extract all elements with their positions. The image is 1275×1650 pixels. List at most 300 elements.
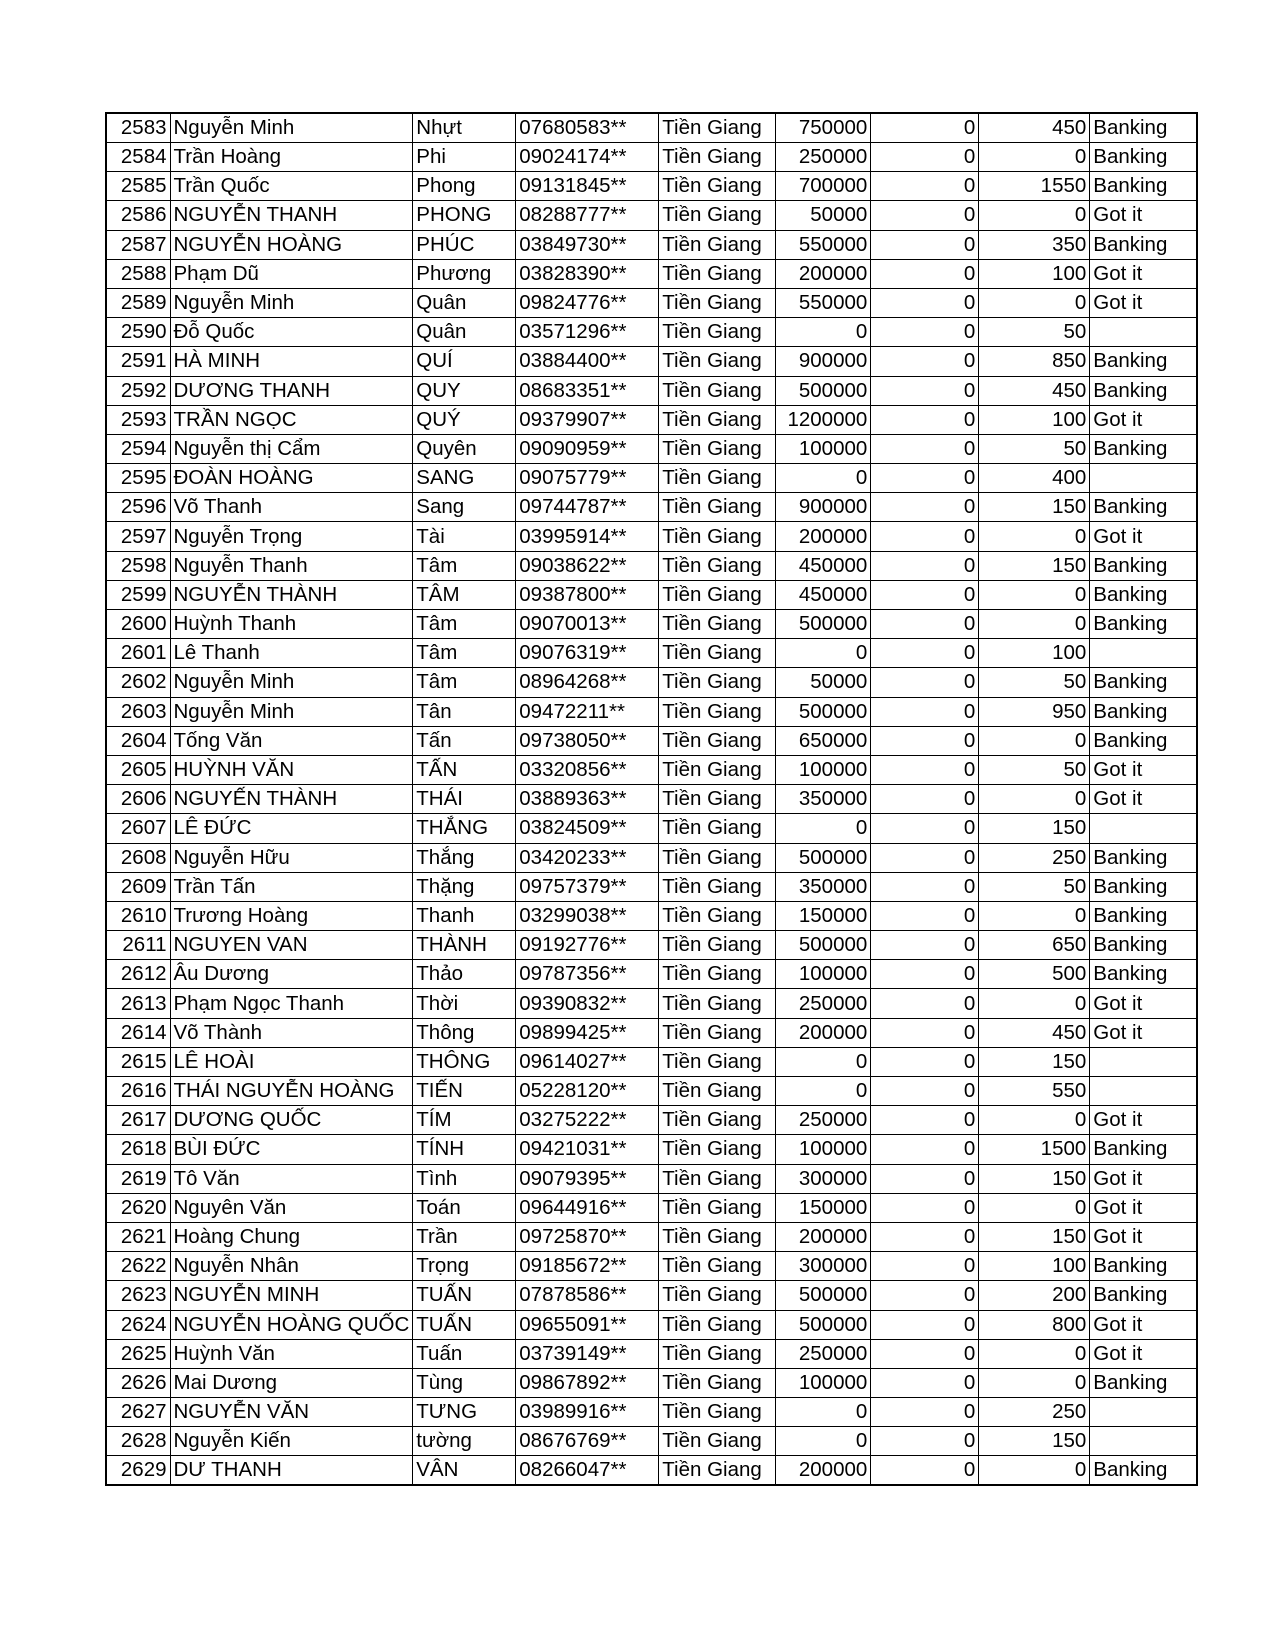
zero-value-cell: 0 [871,1018,979,1047]
amount-cell: 450000 [776,551,871,580]
last-middle-name-cell: Mai Dương [170,1368,413,1397]
amount-cell: 50000 [776,668,871,697]
points-cell: 450 [979,376,1090,405]
points-cell: 850 [979,347,1090,376]
table-row [106,1077,1197,1106]
phone-number-cell: 09899425** [516,1018,659,1047]
row-number-cell: 2607 [106,814,170,843]
amount-cell: 150000 [776,1193,871,1222]
first-name-cell: Tâm [413,668,516,697]
amount-cell: 0 [776,1398,871,1427]
row-number-cell: 2584 [106,143,170,172]
amount-cell: 150000 [776,901,871,930]
payment-method-cell: Banking [1090,931,1197,960]
first-name-cell: THÁI [413,785,516,814]
zero-value-cell: 0 [871,1398,979,1427]
phone-number-cell: 03828390** [516,259,659,288]
first-name-cell: PHONG [413,201,516,230]
first-name-cell: QUY [413,376,516,405]
last-middle-name-cell: NGUYỄN HOÀNG [170,230,413,259]
zero-value-cell: 0 [871,1339,979,1368]
province-cell: Tiền Giang [659,960,776,989]
zero-value-cell: 0 [871,493,979,522]
phone-number-cell: 09076319** [516,639,659,668]
zero-value-cell: 0 [871,580,979,609]
first-name-cell: THÀNH [413,931,516,960]
last-middle-name-cell: HÀ MINH [170,347,413,376]
amount-cell: 0 [776,464,871,493]
province-cell: Tiền Giang [659,1106,776,1135]
payment-method-cell [1090,814,1197,843]
row-number-cell: 2605 [106,755,170,784]
payment-method-cell: Banking [1090,1252,1197,1281]
last-middle-name-cell: Nguyễn Kiến [170,1427,413,1456]
province-cell: Tiền Giang [659,1310,776,1339]
first-name-cell: Quân [413,318,516,347]
points-cell: 150 [979,493,1090,522]
points-cell: 0 [979,580,1090,609]
amount-cell: 0 [776,1077,871,1106]
amount-cell: 250000 [776,989,871,1018]
phone-number-cell: 09024174** [516,143,659,172]
amount-cell: 50000 [776,201,871,230]
zero-value-cell: 0 [871,288,979,317]
row-number-cell: 2610 [106,901,170,930]
table-row [106,1427,1197,1456]
points-cell: 150 [979,1427,1090,1456]
amount-cell: 100000 [776,1368,871,1397]
phone-number-cell: 07680583** [516,113,659,143]
payment-method-cell: Banking [1090,901,1197,930]
first-name-cell: QUÝ [413,405,516,434]
payment-method-cell: Banking [1090,610,1197,639]
amount-cell: 0 [776,1427,871,1456]
table-row [106,872,1197,901]
first-name-cell: Thời [413,989,516,1018]
row-number-cell: 2629 [106,1456,170,1486]
province-cell: Tiền Giang [659,434,776,463]
zero-value-cell: 0 [871,201,979,230]
province-cell: Tiền Giang [659,1339,776,1368]
row-number-cell: 2628 [106,1427,170,1456]
province-cell: Tiền Giang [659,347,776,376]
phone-number-cell: 08266047** [516,1456,659,1486]
province-cell: Tiền Giang [659,726,776,755]
row-number-cell: 2622 [106,1252,170,1281]
payment-method-cell: Banking [1090,143,1197,172]
province-cell: Tiền Giang [659,989,776,1018]
table-row [106,1398,1197,1427]
first-name-cell: Thảo [413,960,516,989]
row-number-cell: 2591 [106,347,170,376]
province-cell: Tiền Giang [659,843,776,872]
row-number-cell: 2593 [106,405,170,434]
payment-method-cell: Got it [1090,1193,1197,1222]
province-cell: Tiền Giang [659,1456,776,1486]
zero-value-cell: 0 [871,434,979,463]
amount-cell: 300000 [776,1164,871,1193]
table-row [106,814,1197,843]
phone-number-cell: 09614027** [516,1047,659,1076]
payment-method-cell: Got it [1090,1164,1197,1193]
first-name-cell: TÍM [413,1106,516,1135]
amount-cell: 200000 [776,259,871,288]
province-cell: Tiền Giang [659,113,776,143]
province-cell: Tiền Giang [659,901,776,930]
phone-number-cell: 03884400** [516,347,659,376]
phone-number-cell: 03824509** [516,814,659,843]
row-number-cell: 2621 [106,1222,170,1251]
points-cell: 0 [979,901,1090,930]
zero-value-cell: 0 [871,347,979,376]
payment-method-cell: Got it [1090,755,1197,784]
province-cell: Tiền Giang [659,259,776,288]
last-middle-name-cell: NGUYEN VAN [170,931,413,960]
amount-cell: 0 [776,639,871,668]
table-row [106,143,1197,172]
last-middle-name-cell: Hoàng Chung [170,1222,413,1251]
table-row [106,1310,1197,1339]
points-cell: 1500 [979,1135,1090,1164]
table-row [106,1456,1197,1486]
phone-number-cell: 09390832** [516,989,659,1018]
payment-method-cell: Got it [1090,1222,1197,1251]
phone-number-cell: 09038622** [516,551,659,580]
amount-cell: 900000 [776,347,871,376]
row-number-cell: 2606 [106,785,170,814]
payment-method-cell: Got it [1090,1018,1197,1047]
points-cell: 400 [979,464,1090,493]
row-number-cell: 2598 [106,551,170,580]
province-cell: Tiền Giang [659,172,776,201]
last-middle-name-cell: Phạm Dũ [170,259,413,288]
payment-method-cell [1090,639,1197,668]
zero-value-cell: 0 [871,901,979,930]
table-row [106,785,1197,814]
first-name-cell: Tâm [413,551,516,580]
last-middle-name-cell: NGUYẾN THÀNH [170,785,413,814]
phone-number-cell: 09079395** [516,1164,659,1193]
points-cell: 250 [979,1398,1090,1427]
last-middle-name-cell: NGUYỄN THÀNH [170,580,413,609]
first-name-cell: TƯNG [413,1398,516,1427]
table-row [106,960,1197,989]
points-cell: 450 [979,113,1090,143]
phone-number-cell: 09867892** [516,1368,659,1397]
points-cell: 0 [979,785,1090,814]
first-name-cell: Tuấn [413,1339,516,1368]
row-number-cell: 2586 [106,201,170,230]
amount-cell: 200000 [776,1018,871,1047]
zero-value-cell: 0 [871,785,979,814]
zero-value-cell: 0 [871,1310,979,1339]
province-cell: Tiền Giang [659,1077,776,1106]
payment-method-cell: Banking [1090,1456,1197,1486]
row-number-cell: 2596 [106,493,170,522]
phone-number-cell: 03989916** [516,1398,659,1427]
points-cell: 0 [979,288,1090,317]
points-cell: 350 [979,230,1090,259]
row-number-cell: 2595 [106,464,170,493]
phone-number-cell: 09131845** [516,172,659,201]
zero-value-cell: 0 [871,113,979,143]
last-middle-name-cell: DƯƠNG THANH [170,376,413,405]
zero-value-cell: 0 [871,551,979,580]
payment-method-cell: Banking [1090,580,1197,609]
table-row [106,580,1197,609]
zero-value-cell: 0 [871,931,979,960]
points-cell: 150 [979,814,1090,843]
last-middle-name-cell: Võ Thanh [170,493,413,522]
first-name-cell: Thông [413,1018,516,1047]
row-number-cell: 2594 [106,434,170,463]
province-cell: Tiền Giang [659,697,776,726]
amount-cell: 0 [776,318,871,347]
amount-cell: 350000 [776,872,871,901]
points-cell: 800 [979,1310,1090,1339]
zero-value-cell: 0 [871,1106,979,1135]
first-name-cell: Trần [413,1222,516,1251]
last-middle-name-cell: Âu Dương [170,960,413,989]
points-cell: 550 [979,1077,1090,1106]
zero-value-cell: 0 [871,1456,979,1486]
province-cell: Tiền Giang [659,872,776,901]
phone-number-cell: 03420233** [516,843,659,872]
table-row [106,259,1197,288]
table-row [106,434,1197,463]
zero-value-cell: 0 [871,464,979,493]
amount-cell: 100000 [776,960,871,989]
first-name-cell: Phong [413,172,516,201]
points-cell: 100 [979,1252,1090,1281]
payment-method-cell: Banking [1090,434,1197,463]
row-number-cell: 2583 [106,113,170,143]
points-cell: 150 [979,1047,1090,1076]
payment-method-cell: Banking [1090,697,1197,726]
first-name-cell: Trọng [413,1252,516,1281]
first-name-cell: QUÍ [413,347,516,376]
amount-cell: 350000 [776,785,871,814]
province-cell: Tiền Giang [659,318,776,347]
payment-method-cell: Banking [1090,1135,1197,1164]
province-cell: Tiền Giang [659,1018,776,1047]
last-middle-name-cell: Nguyễn thị Cẩm [170,434,413,463]
points-cell: 500 [979,960,1090,989]
points-cell: 200 [979,1281,1090,1310]
payment-method-cell: Banking [1090,1281,1197,1310]
points-cell: 150 [979,1164,1090,1193]
points-cell: 0 [979,989,1090,1018]
points-cell: 0 [979,610,1090,639]
zero-value-cell: 0 [871,726,979,755]
last-middle-name-cell: Tống Văn [170,726,413,755]
points-cell: 450 [979,1018,1090,1047]
row-number-cell: 2600 [106,610,170,639]
amount-cell: 250000 [776,1106,871,1135]
phone-number-cell: 03275222** [516,1106,659,1135]
amount-cell: 500000 [776,843,871,872]
amount-cell: 200000 [776,1456,871,1486]
phone-number-cell: 09757379** [516,872,659,901]
province-cell: Tiền Giang [659,1135,776,1164]
table-row [106,843,1197,872]
amount-cell: 1200000 [776,405,871,434]
first-name-cell: TÂM [413,580,516,609]
zero-value-cell: 0 [871,259,979,288]
first-name-cell: THẮNG [413,814,516,843]
amount-cell: 0 [776,814,871,843]
province-cell: Tiền Giang [659,522,776,551]
first-name-cell: TÍNH [413,1135,516,1164]
amount-cell: 100000 [776,434,871,463]
payment-method-cell: Got it [1090,989,1197,1018]
table-row [106,113,1197,143]
first-name-cell: VÂN [413,1456,516,1486]
amount-cell: 500000 [776,610,871,639]
table-row [106,288,1197,317]
payment-method-cell: Got it [1090,522,1197,551]
phone-number-cell: 09090959** [516,434,659,463]
phone-number-cell: 09824776** [516,288,659,317]
payment-method-cell: Banking [1090,843,1197,872]
points-cell: 0 [979,726,1090,755]
payment-method-cell: Got it [1090,288,1197,317]
last-middle-name-cell: ĐOÀN HOÀNG [170,464,413,493]
table-row [106,901,1197,930]
amount-cell: 900000 [776,493,871,522]
payment-method-cell [1090,1077,1197,1106]
row-number-cell: 2599 [106,580,170,609]
first-name-cell: Quân [413,288,516,317]
zero-value-cell: 0 [871,639,979,668]
amount-cell: 550000 [776,230,871,259]
payment-method-cell: Banking [1090,113,1197,143]
last-middle-name-cell: Tô Văn [170,1164,413,1193]
last-middle-name-cell: Huỳnh Văn [170,1339,413,1368]
first-name-cell: Tùng [413,1368,516,1397]
table-row [106,376,1197,405]
table-row [106,931,1197,960]
payment-method-cell [1090,1398,1197,1427]
table-row [106,1368,1197,1397]
points-cell: 0 [979,1106,1090,1135]
zero-value-cell: 0 [871,697,979,726]
table-row [106,1106,1197,1135]
phone-number-cell: 09725870** [516,1222,659,1251]
table-row [106,1135,1197,1164]
amount-cell: 500000 [776,1310,871,1339]
amount-cell: 300000 [776,1252,871,1281]
table-row [106,1193,1197,1222]
phone-number-cell: 09185672** [516,1252,659,1281]
last-middle-name-cell: Huỳnh Thanh [170,610,413,639]
province-cell: Tiền Giang [659,1047,776,1076]
amount-cell: 650000 [776,726,871,755]
row-number-cell: 2608 [106,843,170,872]
first-name-cell: Tâm [413,639,516,668]
first-name-cell: Phi [413,143,516,172]
phone-number-cell: 09421031** [516,1135,659,1164]
first-name-cell: THÔNG [413,1047,516,1076]
points-cell: 100 [979,405,1090,434]
province-cell: Tiền Giang [659,814,776,843]
row-number-cell: 2615 [106,1047,170,1076]
amount-cell: 0 [776,1047,871,1076]
first-name-cell: tường [413,1427,516,1456]
last-middle-name-cell: DƯƠNG QUỐC [170,1106,413,1135]
first-name-cell: PHÚC [413,230,516,259]
last-middle-name-cell: Nguyễn Thanh [170,551,413,580]
table-row [106,1339,1197,1368]
payment-method-cell [1090,318,1197,347]
province-cell: Tiền Giang [659,1398,776,1427]
province-cell: Tiền Giang [659,1252,776,1281]
phone-number-cell: 08683351** [516,376,659,405]
row-number-cell: 2597 [106,522,170,551]
row-number-cell: 2619 [106,1164,170,1193]
zero-value-cell: 0 [871,1164,979,1193]
last-middle-name-cell: LÊ HOÀI [170,1047,413,1076]
points-cell: 100 [979,639,1090,668]
last-middle-name-cell: NGUYỄN THANH [170,201,413,230]
phone-number-cell: 08964268** [516,668,659,697]
last-middle-name-cell: Phạm Ngọc Thanh [170,989,413,1018]
points-cell: 0 [979,1456,1090,1486]
table-row [106,347,1197,376]
phone-number-cell: 09744787** [516,493,659,522]
phone-number-cell: 03299038** [516,901,659,930]
phone-number-cell: 09070013** [516,610,659,639]
points-cell: 1550 [979,172,1090,201]
points-cell: 950 [979,697,1090,726]
first-name-cell: TIẾN [413,1077,516,1106]
table-row [106,726,1197,755]
amount-cell: 500000 [776,697,871,726]
payment-method-cell: Got it [1090,405,1197,434]
last-middle-name-cell: Nguyễn Nhân [170,1252,413,1281]
phone-number-cell: 05228120** [516,1077,659,1106]
first-name-cell: Tình [413,1164,516,1193]
first-name-cell: Tân [413,697,516,726]
payment-method-cell: Banking [1090,551,1197,580]
last-middle-name-cell: Nguyễn Minh [170,668,413,697]
last-middle-name-cell: Nguyễn Minh [170,288,413,317]
phone-number-cell: 09192776** [516,931,659,960]
first-name-cell: SANG [413,464,516,493]
table-row [106,1252,1197,1281]
table-row [106,989,1197,1018]
zero-value-cell: 0 [871,318,979,347]
points-cell: 50 [979,434,1090,463]
table-row [106,1222,1197,1251]
row-number-cell: 2603 [106,697,170,726]
zero-value-cell: 0 [871,610,979,639]
row-number-cell: 2617 [106,1106,170,1135]
amount-cell: 500000 [776,376,871,405]
first-name-cell: Toán [413,1193,516,1222]
row-number-cell: 2588 [106,259,170,288]
payment-method-cell: Got it [1090,259,1197,288]
row-number-cell: 2614 [106,1018,170,1047]
amount-cell: 750000 [776,113,871,143]
province-cell: Tiền Giang [659,639,776,668]
phone-number-cell: 03995914** [516,522,659,551]
points-cell: 50 [979,872,1090,901]
province-cell: Tiền Giang [659,1427,776,1456]
zero-value-cell: 0 [871,522,979,551]
amount-cell: 500000 [776,1281,871,1310]
payment-method-cell [1090,464,1197,493]
